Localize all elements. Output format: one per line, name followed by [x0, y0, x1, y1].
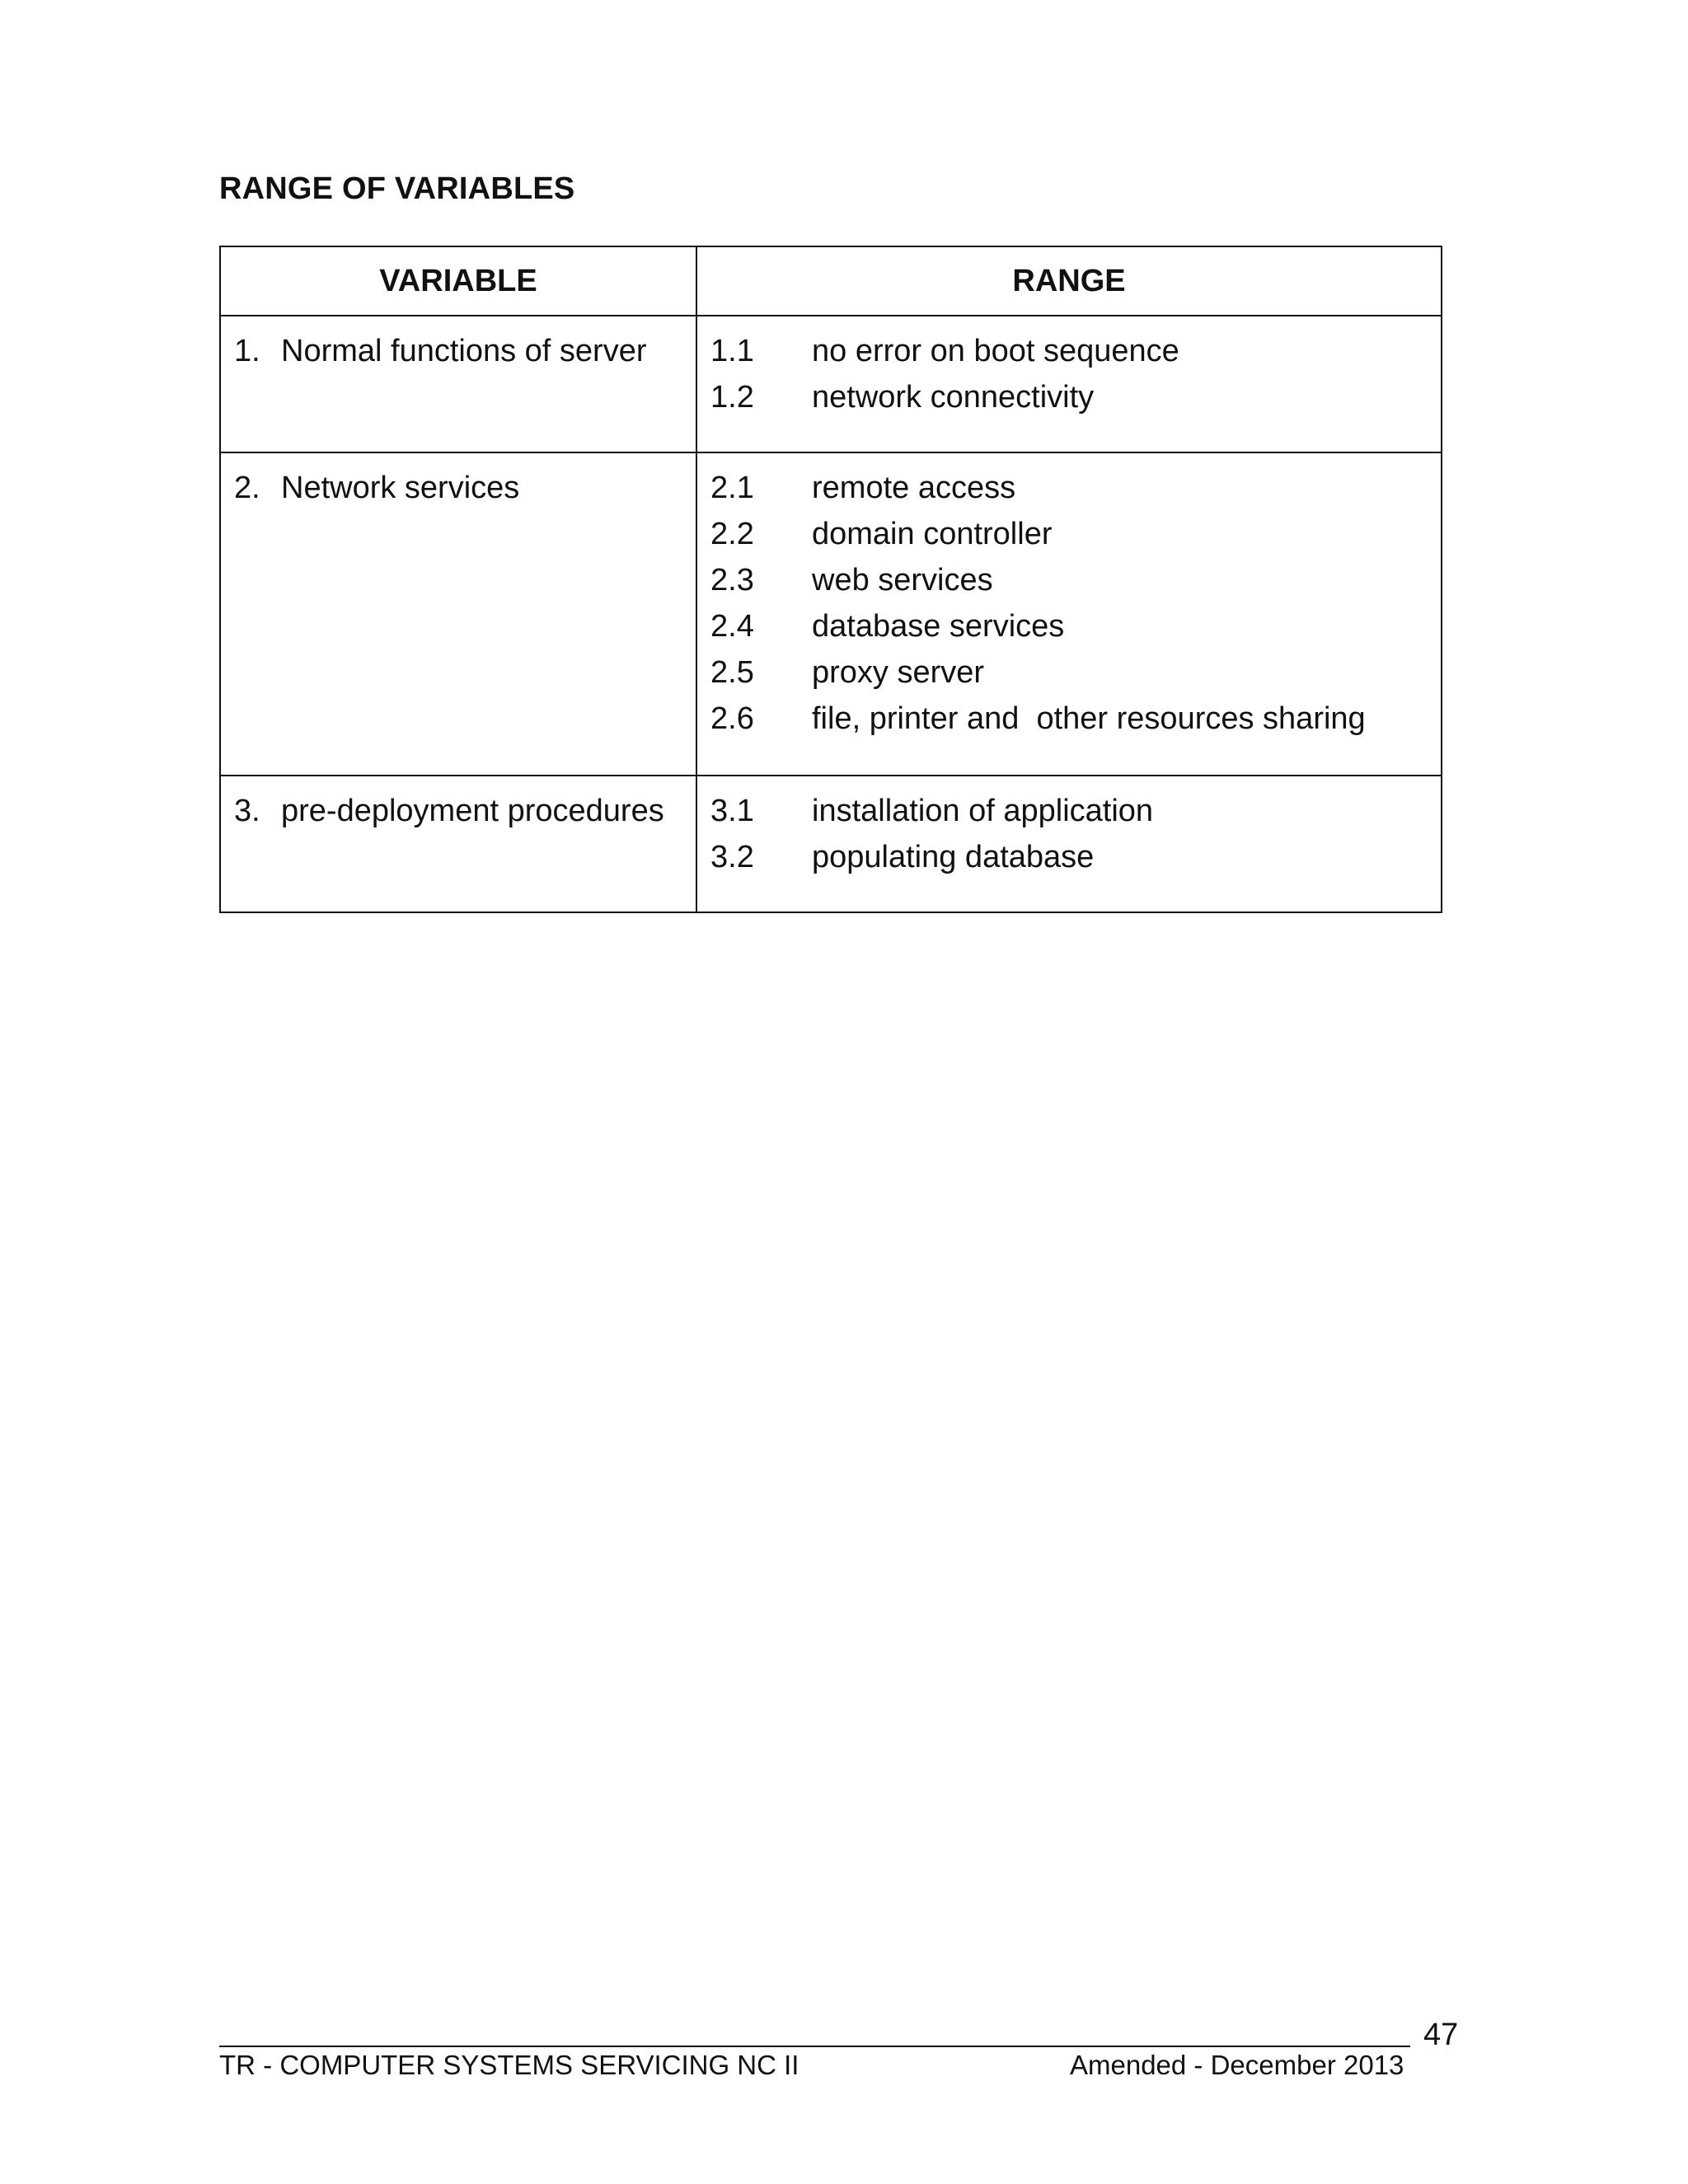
list-item [710, 788, 1431, 834]
footer-document-title: TR - COMPUTER SYSTEMS SERVICING NC II [219, 2050, 799, 2080]
list-item [710, 649, 1431, 696]
range-item-number: 2.2 [710, 517, 754, 551]
range-item-number: 2.6 [710, 701, 754, 736]
range-column-header: RANGE [696, 246, 1442, 316]
range-cell [696, 452, 1442, 776]
range-item-text: database services [812, 609, 1065, 644]
page-title: RANGE OF VARIABLES [219, 171, 575, 206]
page-number: 47 [1423, 2018, 1459, 2052]
variable-cell [220, 316, 696, 452]
range-item-number: 3.2 [710, 840, 754, 874]
range-list [710, 465, 1431, 742]
list-item [710, 374, 1431, 420]
range-item-text: network connectivity [812, 380, 1095, 415]
list-item [710, 511, 1431, 557]
range-item-text: remote access [812, 471, 1016, 505]
range-of-variables-table [219, 246, 1442, 913]
table-row [220, 452, 1442, 776]
list-item [710, 603, 1431, 649]
variable-column-header: VARIABLE [220, 246, 696, 316]
variable-number: 1. [234, 334, 260, 368]
table-row [220, 316, 1442, 452]
range-list [710, 328, 1431, 420]
table-header-row [220, 246, 1442, 316]
list-item [710, 465, 1431, 511]
footer-amended-date: Amended - December 2013 [1070, 2050, 1404, 2080]
variable-cell [220, 452, 696, 776]
variable-label: Network services [281, 471, 520, 505]
list-item [710, 557, 1431, 603]
range-item-text: web services [812, 563, 993, 598]
range-item-text: populating database [812, 840, 1095, 874]
list-item [710, 696, 1431, 742]
list-item [710, 834, 1431, 880]
range-item-number: 1.1 [710, 334, 754, 368]
range-item-text: installation of application [812, 794, 1154, 828]
range-item-text: no error on boot sequence [812, 334, 1179, 368]
variable-label: pre-deployment procedures [281, 794, 664, 828]
range-list [710, 788, 1431, 880]
variable-number: 3. [234, 794, 260, 828]
range-cell [696, 316, 1442, 452]
list-item [710, 328, 1431, 374]
footer-divider [219, 2046, 1410, 2047]
range-item-number: 2.4 [710, 609, 754, 644]
range-item-number: 2.5 [710, 655, 754, 690]
range-item-number: 2.3 [710, 563, 754, 598]
table-row [220, 776, 1442, 912]
range-cell [696, 776, 1442, 912]
range-item-number: 1.2 [710, 380, 754, 415]
range-item-number: 3.1 [710, 794, 754, 828]
range-item-text: domain controller [812, 517, 1053, 551]
range-item-number: 2.1 [710, 471, 754, 505]
variable-label: Normal functions of server [281, 334, 647, 368]
range-item-text: proxy server [812, 655, 985, 690]
variable-cell [220, 776, 696, 912]
range-item-text: file, printer and other resources sharing [812, 701, 1366, 736]
variable-number: 2. [234, 471, 260, 505]
